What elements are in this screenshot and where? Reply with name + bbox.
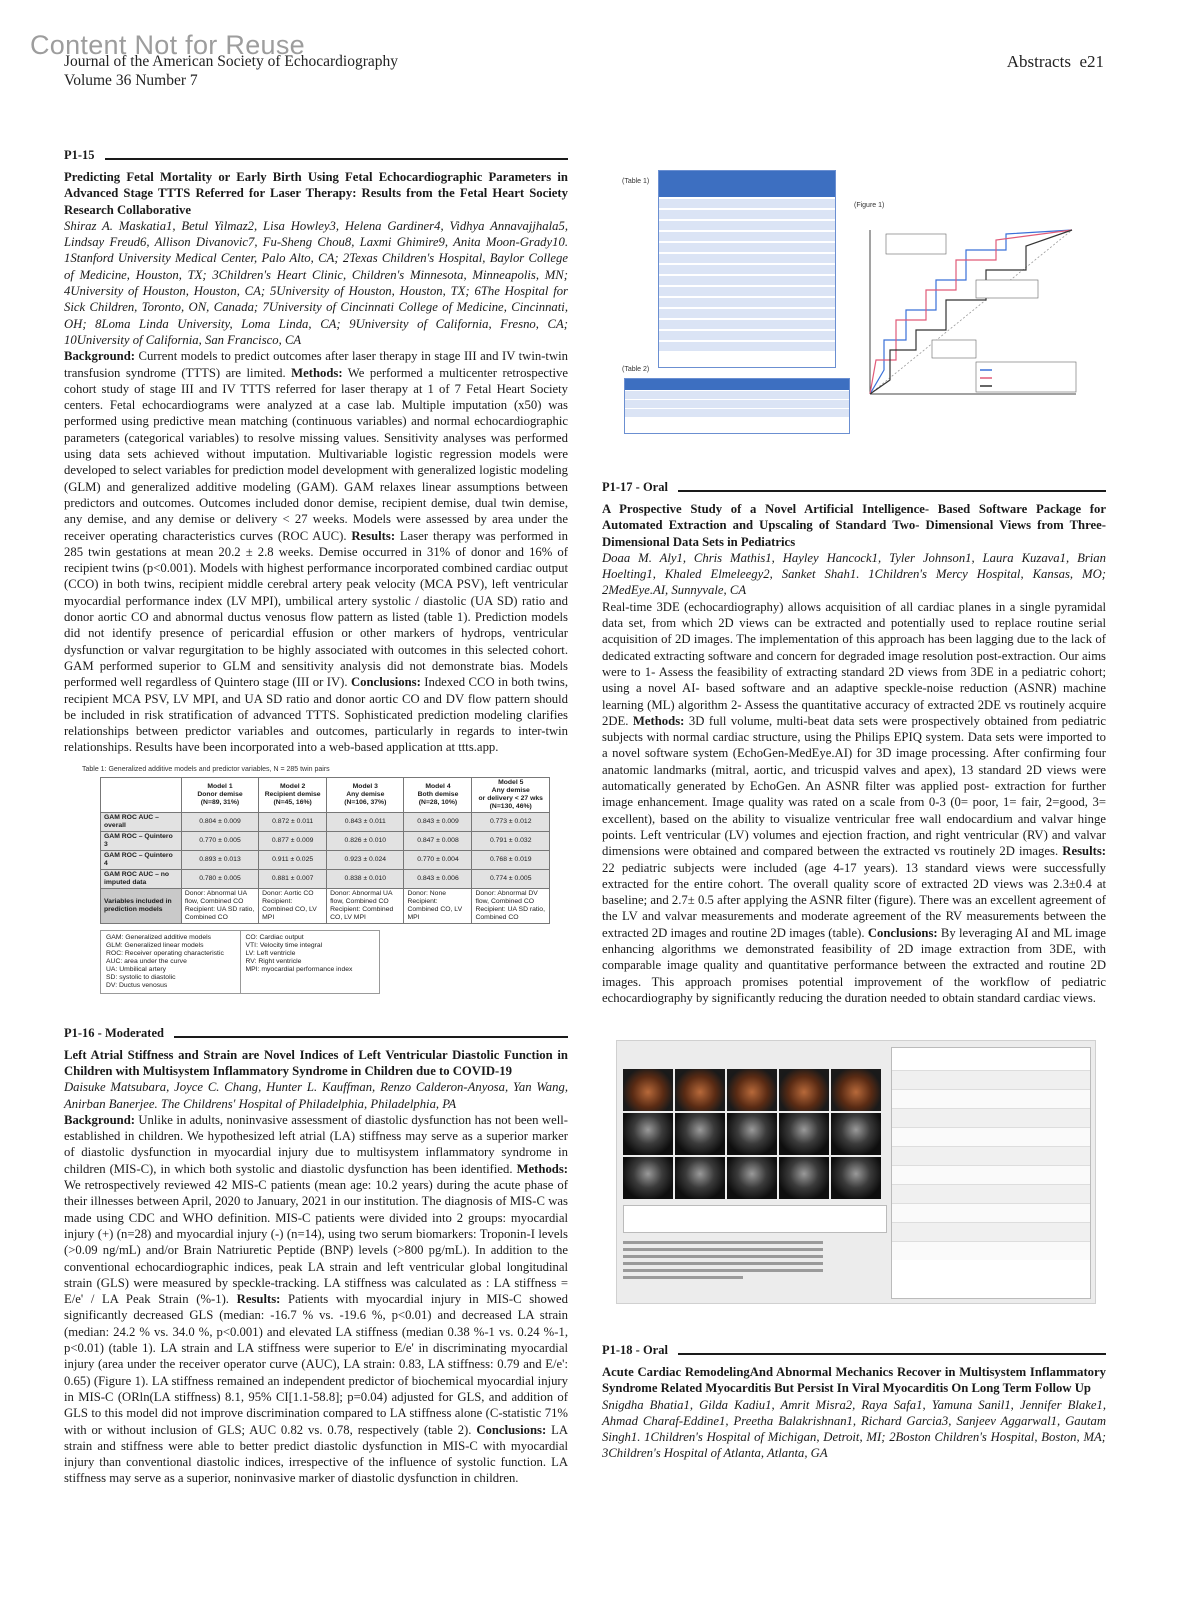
legend-entry: CO: Cardiac output — [245, 933, 304, 941]
abstract-id: P1-18 - Oral — [602, 1343, 668, 1357]
journal-name: Journal of the American Society of Echocardiography — [64, 53, 398, 70]
table-cell: 0.923 ± 0.024 — [327, 850, 404, 869]
table-cell: 0.804 ± 0.009 — [181, 812, 258, 831]
table-cell: Variables included in prediction models — [101, 888, 182, 923]
echo-image-tile — [727, 1157, 777, 1199]
abstract-body — [602, 599, 1106, 1006]
text-results: 22 pediatric subjects were included (age 4-17 years). 13 standard views were successfully extracted for the entire cohort. The overall quality score of extracted 2D views was 2.3±0.4 at baseline; and 2.7± 0.5 after applying the ASNR filter (figure). There was an excellent agreement of the LV and valvar measurements and moderate agreement of the RV measurements between the extracted 2D images and routine 2D images (table). — [602, 860, 1106, 940]
table-cell: Donor: None Recipient: Combined CO, LV MPI — [404, 888, 472, 923]
journal-volume: Volume 36 Number 7 — [64, 72, 198, 89]
table-cell: Donor: Aortic CO Recipient: Combined CO, LV MPI — [259, 888, 327, 923]
table-cell: 0.843 ± 0.009 — [404, 812, 472, 831]
echo-image-tile — [675, 1113, 725, 1155]
measurement-table-image — [891, 1047, 1091, 1299]
table-image-row — [659, 254, 835, 263]
table-image-row — [892, 1089, 1090, 1108]
echo-image-grid — [623, 1069, 885, 1201]
table-1 — [100, 777, 550, 924]
label-methods: Methods: — [632, 713, 685, 728]
table-1-figure — [82, 766, 552, 994]
text-methods: 3D full volume, multi-beat data sets were prospectively obtained from pediatric subjects with normal cardiac structure, using the Philips EPIQ system. Data sets were imported to a novel software system (EchoGen-MedEye.AI) for 3D image processing. After confirming four anatomic landmarks (mitral, aortic, and tricuspid valves and apex), 13 standard 2D views were automatically generated by EchoGen. An ASNR filter was applied post- extraction for further image enhancement. Image quality was rated on a scale from 0-3 (0= poor, 1= fair, 2=good, 3= excellent), based on the ability to visualize ventricular free wall endocardium and valvar hinge points. Left ventricular (LV) volumes and ejection fraction, and right ventricular (RV) and valvar dimensions were obtained and compared between the extracted vs routinely 2D images. — [602, 713, 1107, 859]
page-number: e21 — [1079, 52, 1104, 71]
caption-line — [623, 1276, 743, 1279]
section-name: Abstracts — [1006, 52, 1071, 71]
label-background: Background: — [64, 1112, 135, 1127]
abstract-authors: Snigdha Bhatia1, Gilda Kadiu1, Amrit Misra2, Raya Safa1, Yamuna Sanil1, Jennifer Blake1, Ahmad Charaf-Eddine1, Preetha Balakrishnan1, Richard Garcia3, Sanjeev Aggarwal1, Gautam Singh1. 1Children's Hospital of Michigan, Detroit, MI; 2Boston Children's Hospital, Boston, MA; 3Children's Hospital of Atlanta, Atlanta, GA — [602, 1397, 1106, 1461]
quality-score-table-image — [623, 1205, 887, 1233]
table-2-image — [624, 378, 850, 434]
abstract-title: Acute Cardiac RemodelingAnd Abnormal Mechanics Recover in Multisystem Inflammatory Syndrome Related Myocarditis But Persist In Viral Myocarditis On Long Term Follow Up — [602, 1365, 1106, 1396]
table-image-row — [659, 210, 835, 219]
label-methods: Methods: — [516, 1161, 569, 1176]
abstract-p1-16-heading — [64, 1026, 568, 1041]
legend-entry: RV: Right ventricle — [245, 957, 302, 965]
abstract-p1-15-heading — [64, 148, 568, 163]
text-methods: We performed a multicenter retrospective cohort study of stage III and IV TTTS referred for laser therapy at 1 of 7 Fetal Heart Society centers. Fetal echocardiograms were analyzed at a case lab. Multiple imputation (x50) was performed using predictive mean matching (continuous variables) and normal echocardiographic parameters (categorical variables) to resolve missing values. Sensitivity analyses was performed using data sets achieved without imputation. Multivariable logistic regression models were developed to select variables for prediction model development with generalized logistic modeling (GLM) and generalized additive modeling (GAM). GAM relaxes linear assumptions between predictors and outcomes. Outcomes included donor demise, recipient demise, dual twin demise, any demise, and any demise or delivery < 27 weeks. Models were assessed by area under the receiver operating characteristics curves (ROC AUC). — [64, 365, 568, 543]
table-cell: GAM ROC – Quintero 3 — [101, 831, 182, 850]
echo-image-tile — [727, 1113, 777, 1155]
label-results: Results: — [1062, 844, 1106, 859]
legend-entry: VTI: Velocity time integral — [245, 941, 323, 949]
table-cell: 0.881 ± 0.007 — [259, 869, 327, 888]
legend-entry: ROC: Receiver operating characteristic — [106, 949, 224, 957]
table-cell: 0.872 ± 0.011 — [259, 812, 327, 831]
text-results: Laser therapy was performed in 285 twin gestations at mean 20.2 ± 2.8 weeks. Demise occurred in 31% of donor and 16% of recipient twins (p<0.001). Models with highest performance incorporated combined cardiac output (CCO) in both twins, recipient middle cerebral artery peak velocity (MCA PSV), left ventricular myocardial performance index (LV MPI), umbilical artery systolic / diastolic (UA SD) ratio and donor aortic CO and abnormal ductus venosus flow pattern as listed (table 1). Prediction models did not identify presence of pericardial effusion or other markers of hydrops, ventricular dysfunction or valvar regurgitation to be highly associated with outcomes in this selected cohort. GAM performed superior to GLM and sensitivity analysis did not demonstrate bias. Models performed well regardless of Quintero stage (III or IV). — [64, 528, 568, 690]
table-header-cell: Model 3 Any demise (N=106, 37%) — [327, 777, 404, 812]
table-cell: Donor: Abnormal UA flow, Combined CO Recipient: UA SD ratio, Combined CO — [181, 888, 258, 923]
table-image-row — [659, 265, 835, 274]
text-results: Patients with myocardial injury in MIS-C showed significantly decreased GLS (median: -16.7 % vs. -19.6 %, p<0.01) and decreased LA strain (median: 24.2 % vs. 34.0 %, p<0.001) and elevated LA stiffness (median 0.38 %-1 vs. 0.24 %-1, p<0.01) (table 1). LA strain and LA stiffness were superior to E/e' in discriminating myocardial injury (area under the receiver operator curve (AUC), LA strain: 0.83, LA stiffness: 0.79 and E/e': 0.65) (Figure 1). LA stiffness remained an independent predictor of biochemical myocardial injury in MIS-C (ORln(LA stiffness) 8.1, 95% CI[1.1-58.8]; p=0.04) adjusted for GLS, and addition of GLS to this model did not improve discrimination compared to LA stiffness alone (C-statistic 71% with or without inclusion of GLS; AUC 0.82 vs. 0.78, respectively (table 2). — [64, 1292, 568, 1437]
table-image-row — [892, 1108, 1090, 1127]
left-column — [64, 148, 568, 1487]
legend-right — [241, 930, 381, 994]
table-cell: 0.774 ± 0.005 — [472, 869, 550, 888]
abstract-id: P1-16 - Moderated — [64, 1025, 164, 1040]
table-header-cell: Model 4 Both demise (N=28, 10%) — [404, 777, 472, 812]
table-cell: 0.773 ± 0.012 — [472, 812, 550, 831]
text-intro: Real-time 3DE (echocardiography) allows acquisition of all cardiac planes in a single pyramidal data set, from which 2D views can be extracted and potentially used to replace routine serial acquisition of 2D images. The implementation of this approach has been lagging due to the lack of dedicated extracting software and concern for degraded image resolution post-extraction. Our aims were to 1- Assess the feasibility of extracting standard 2D views from 3DE in a pediatric cohort; using a novel AI- based software and an adaptive speckle-noise reduction (ASNR) machine learning (ML) algorithm 2- Assess the quantitative accuracy of extracted 2DE vs routinely acquire 2DE. — [602, 599, 1106, 728]
roc-curve-image — [856, 220, 1078, 410]
legend-entry: GAM: Generalized additive models — [106, 933, 212, 941]
caption-line — [623, 1255, 823, 1258]
table-cell: Donor: Abnormal DV flow, Combined CO Recipient: UA SD ratio, Combined CO — [472, 888, 550, 923]
table-cell: Donor: Abnormal UA flow, Combined CO Recipient: Combined CO, LV MPI — [327, 888, 404, 923]
table-cell: 0.893 ± 0.013 — [181, 850, 258, 869]
figure-label-figure1: (Figure 1) — [854, 202, 885, 209]
table-row — [101, 831, 550, 850]
table-image-row — [659, 221, 835, 230]
right-column — [602, 480, 1106, 1006]
table-cell: 0.877 ± 0.009 — [259, 831, 327, 850]
text-conclusions: By leveraging AI and ML image enhancing algorithms we demonstrated feasibility of 2D image extraction from 3DE, with comparable image quality and quantitative performance between the extracted and routine 2D images. This approach promises potential improvement of the workflow of pediatric echocardiography by significantly reducing the duration needed to obtain standard cardiac views. — [602, 925, 1107, 1005]
table-image-row — [892, 1241, 1090, 1260]
legend-entry: SD: systolic to diastolic — [106, 973, 176, 981]
table-row — [101, 850, 550, 869]
table-cell: 0.847 ± 0.008 — [404, 831, 472, 850]
label-results: Results: — [351, 528, 396, 543]
echo-image-tile — [831, 1113, 881, 1155]
text-conclusions: Indexed CCO in both twins, recipient MCA PSV, LV MPI, and UA SD ratio and donor aortic CO and DV flow pattern should be included in risk stratification of advanced TTTS. Sophisticated prediction modeling clarifies relationships between predictor variables and outcomes, particularly in regards to inter-twin relationships. Results have been incorporated into a web-based application at ttts.app. — [64, 675, 569, 755]
table-image-row — [659, 298, 835, 307]
abstract-p1-18-heading — [602, 1343, 1106, 1358]
page-header-right — [1007, 52, 1104, 72]
table-cell: 0.780 ± 0.005 — [181, 869, 258, 888]
caption-line — [623, 1269, 823, 1272]
figure-caption-image — [623, 1237, 823, 1283]
abstract-id: P1-15 — [64, 148, 95, 162]
caption-line — [623, 1248, 823, 1251]
echo-image-tile — [675, 1069, 725, 1111]
abstract-body — [64, 1112, 568, 1487]
legend-entry: LV: Left ventricle — [245, 949, 296, 957]
echo-image-tile — [779, 1069, 829, 1111]
table-image-row — [892, 1203, 1090, 1222]
p1-16-figure — [618, 170, 1078, 432]
table-image-row — [892, 1070, 1090, 1089]
right-column-lower — [602, 1343, 1106, 1462]
echo-image-tile — [623, 1069, 673, 1111]
legend-entry: MPI: myocardial performance index — [245, 965, 353, 973]
table-legend — [100, 930, 380, 994]
table-header-cell: Model 1 Donor demise (N=89, 31%) — [181, 777, 258, 812]
echo-image-tile — [779, 1157, 829, 1199]
table-cell: 0.791 ± 0.032 — [472, 831, 550, 850]
label-methods: Methods: — [291, 365, 343, 380]
legend-entry: AUC: area under the curve — [106, 957, 187, 965]
table-image-row — [659, 320, 835, 329]
table-image-row — [659, 232, 835, 241]
watermark: Content Not for Reuse — [30, 30, 305, 60]
table-image-row — [659, 331, 835, 340]
table-row — [101, 888, 550, 923]
table-caption: Table 1: Generalized additive models and predictor variables, N = 285 twin pairs — [82, 765, 330, 773]
table-image-row — [659, 287, 835, 296]
echo-image-tile — [675, 1157, 725, 1199]
caption-line — [623, 1241, 823, 1244]
table-cell: 0.826 ± 0.010 — [327, 831, 404, 850]
table-cell: 0.770 ± 0.005 — [181, 831, 258, 850]
legend-entry: GLM: Generalized linear models — [106, 941, 204, 949]
echo-image-tile — [623, 1157, 673, 1199]
echo-image-tile — [727, 1069, 777, 1111]
table-row — [101, 812, 550, 831]
legend-left — [100, 930, 241, 994]
p1-17-figure — [616, 1040, 1096, 1304]
abstract-title: Left Atrial Stiffness and Strain are Novel Indices of Left Ventricular Diastolic Function in Children with Multisystem Inflammatory Syndrome in Children due to COVID-19 — [64, 1047, 568, 1078]
table-header-cell: Model 5 Any demise or delivery < 27 wks (N=130, 46%) — [472, 777, 550, 812]
abstract-p1-17-heading — [602, 480, 1106, 495]
running-header — [64, 52, 398, 90]
caption-line — [623, 1262, 823, 1265]
table-cell: 0.768 ± 0.019 — [472, 850, 550, 869]
table-image-row — [659, 309, 835, 318]
text-background: Unlike in adults, noninvasive assessment of diastolic dysfunction has not been well-established in children. We hypothesized left atrial (LA) stiffness may serve as a superior marker of diastolic dysfunction in myocardial injury due to multisystem inflammatory syndrome in children (MIS-C), in which both systolic and diastolic dysfunction has been identified. — [64, 1112, 568, 1176]
abstract-title: A Prospective Study of a Novel Artificial Intelligence- Based Software Package for Automated Extraction and Upscaling of Standard Two- Dimensional Views from Three-Dimensional Data Sets in Pediatrics — [602, 502, 1106, 549]
table-image-row — [892, 1127, 1090, 1146]
label-conclusions: Conclusions: — [867, 925, 938, 940]
figure-label-table2: (Table 2) — [622, 366, 650, 373]
table-cell: 0.838 ± 0.010 — [327, 869, 404, 888]
table-image-row — [892, 1165, 1090, 1184]
label-background: Background: — [64, 349, 135, 364]
label-results: Results: — [236, 1292, 281, 1307]
table-header-cell: Model 2 Recipient demise (N=45, 16%) — [259, 777, 327, 812]
table-cell: 0.843 ± 0.006 — [404, 869, 472, 888]
echo-image-tile — [831, 1069, 881, 1111]
abstract-id: P1-17 - Oral — [602, 480, 668, 494]
table-image-row — [659, 276, 835, 285]
legend-entry: DV: Ductus venosus — [106, 981, 168, 989]
echo-image-tile — [623, 1113, 673, 1155]
table-cell: GAM ROC – Quintero 4 — [101, 850, 182, 869]
abstract-authors: Shiraz A. Maskatia1, Betul Yilmaz2, Lisa Howley3, Helena Gardiner4, Vidhya Annavajjhala5, Lindsay Freud6, Allison Divanovic7, Fu-Sheng Chou8, Laxmi Ghimire9, Anita Moon-Grady10. 1Stanford University Medical Center, Palo Alto, CA; 2Texas Children's Hospital, Baylor College of Medicine, Houston, TX; 3Children's Heart Clinic, Children's Minnesota, Minneapolis, MN; 4University of Houston, Houston, CA; 5University of Houston, Houston, TX; 6The Hospital for Sick Children, Toronto, ON, Canada; 7University of Cincinnati College of Medicine, Cincinnati, OH; 8Loma Linda University, Loma Linda, CA; 9University of California, Fresno, CA; 10University of California, San Francisco, CA — [64, 218, 568, 347]
echo-image-tile — [779, 1113, 829, 1155]
abstract-title: Predicting Fetal Mortality or Early Birth Using Fetal Echocardiographic Parameters in Advanced Stage TTTS Referred for Laser Therapy: Results from the Fetal Heart Society Research Collaborative — [64, 170, 568, 217]
text-conclusions: LA strain and stiffness were able to better predict diastolic dysfunction in MIS-C with myocardial injury than conventional diastolic indices, irrespective of the influence of systolic function. LA stiffness may serve as a superior, noninvasive marker of diastolic dysfunction in children. — [64, 1422, 569, 1486]
table-row — [101, 869, 550, 888]
table-cell: 0.843 ± 0.011 — [327, 812, 404, 831]
abstract-body — [64, 348, 568, 755]
table-header-cell — [101, 777, 182, 812]
echo-image-tile — [831, 1157, 881, 1199]
table-cell: 0.770 ± 0.004 — [404, 850, 472, 869]
label-conclusions: Conclusions: — [476, 1422, 547, 1437]
table-1-image — [658, 170, 836, 368]
label-conclusions: Conclusions: — [351, 675, 421, 690]
table-cell: 0.911 ± 0.025 — [259, 850, 327, 869]
legend-entry: UA: Umbilical artery — [106, 965, 167, 973]
figure-label-table1: (Table 1) — [622, 178, 650, 185]
abstract-authors: Daisuke Matsubara, Joyce C. Chang, Hunter L. Kauffman, Renzo Calderon-Anyosa, Yan Wang, Anirban Banerjee. The Childrens' Hospital of Philadelphia, Philadelphia, PA — [64, 1080, 568, 1111]
table-image-row — [659, 199, 835, 208]
text-methods: We retrospectively reviewed 42 MIS-C patients (mean age: 10.2 years) during the acute phase of their illnesses between April, 2020 to January, 2021 in our institution. The diagnosis of MIS-C was made using CDC and WHO definition. MIS-C patients were divided into 2 groups: myocardial injury (+) (n=28) and myocardial injury (-) (n=14), using two serum biomarkers: Troponin-I levels (>0.09 ng/mL) and/or Brain Natriuretic Peptide (BNP) levels (>800 pg/mL). In addition to the conventional echocardiographic indices, peak LA strain and left ventricular global longitudinal strain (GLS) were measured by speckle-tracking. LA stiffness was calculated as : LA stiffness = E/e' / LA Peak Strain (%-1). — [64, 1178, 568, 1307]
abstract-authors: Doaa M. Aly1, Chris Mathis1, Hayley Hancock1, Tyler Johnson1, Laura Kuzava1, Brian Hoelting1, Khaled Elmeleegy2, Sanket Shah1. 1Children's Mercy Hospital, Kansas, MO; 2MedEye.AI, Sunnyvale, CA — [602, 550, 1106, 598]
table-image-row — [659, 243, 835, 252]
table-image-row — [892, 1184, 1090, 1203]
table-image-row — [892, 1222, 1090, 1241]
table-cell: GAM ROC AUC – no imputed data — [101, 869, 182, 888]
table-image-row — [892, 1146, 1090, 1165]
table-cell: GAM ROC AUC – overall — [101, 812, 182, 831]
text-background: Current models to predict outcomes after laser therapy in stage III and IV twin-twin transfusion syndrome (TTTS) are limited. — [64, 349, 568, 380]
table-image-row — [659, 342, 835, 351]
